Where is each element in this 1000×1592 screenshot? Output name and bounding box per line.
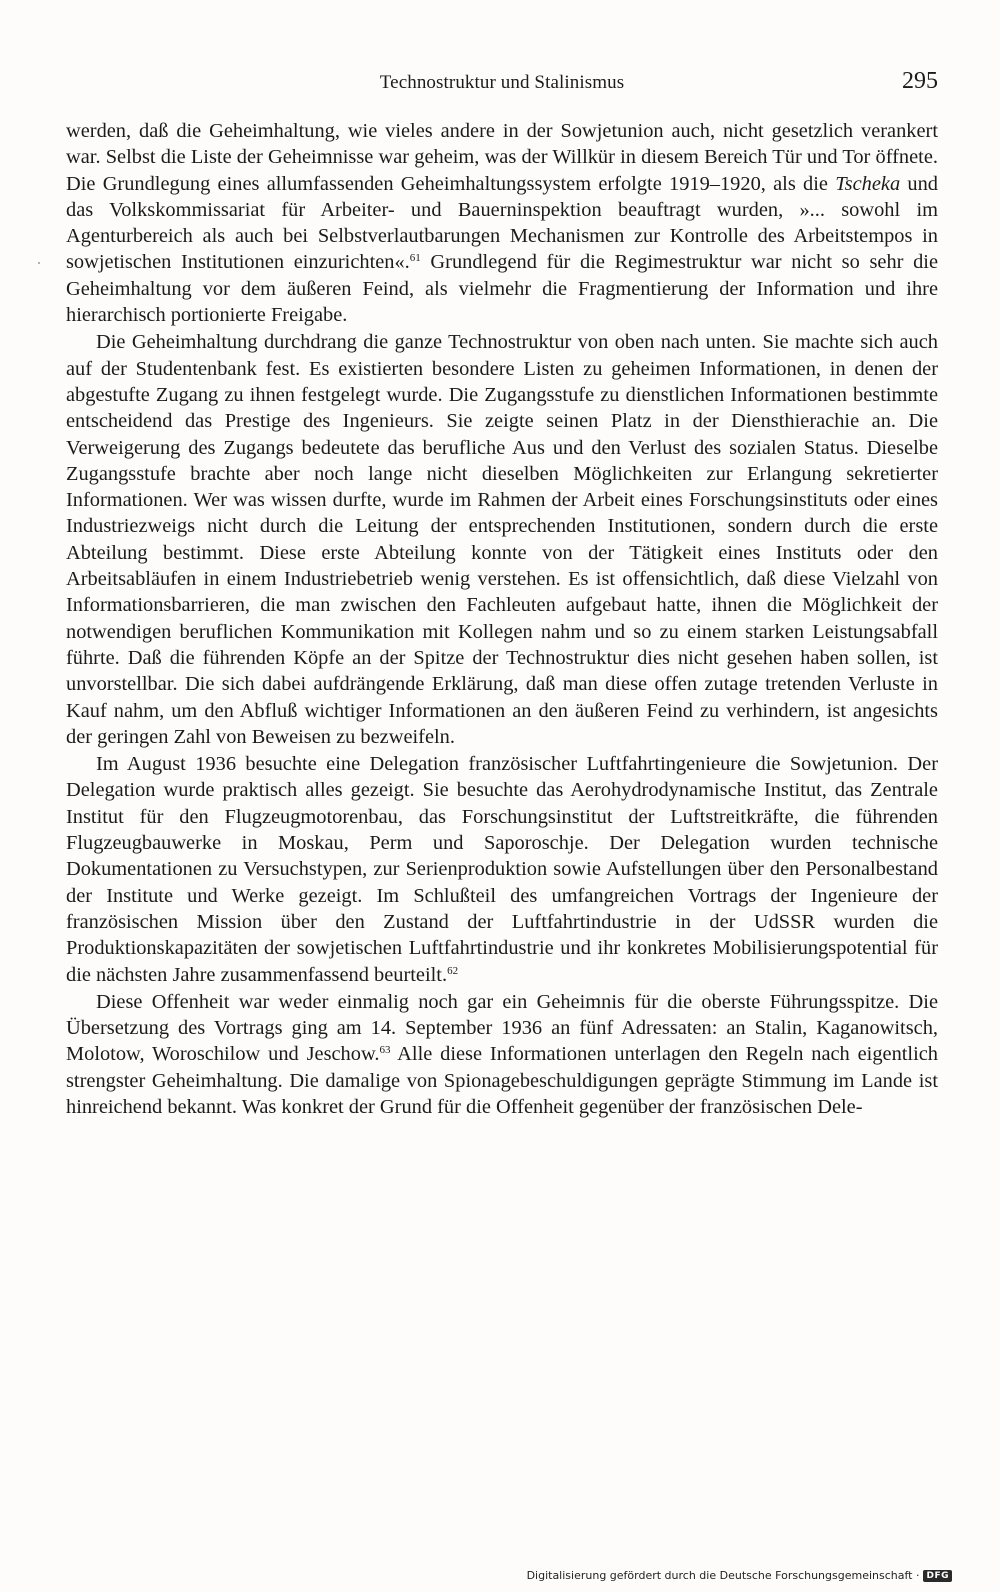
text-run: Grundlegend für die Regimestruktur war nicht so sehr die Geheimhaltung vor dem äußeren Feind, als vielmehr die Fragmentierung der Information und ihre hierarchisch portionierte Freigabe. — [66, 251, 938, 327]
digitization-credit — [527, 1569, 952, 1582]
paragraph-2 — [66, 329, 938, 750]
text-run: Im August 1936 besuchte eine Delegation französischer Luftfahrtingenieure die Sowjetunion. Der Delegation wurde praktisch alles gezeigt. Sie besuchte das Aerohydrodynamische Institut, das Zentrale Institut für den Flugzeugmotorenbau, das Forschungsinstitut der Luftstreitkräfte, die führenden Flugzeugbauwerke in Moskau, Perm und Saporoschje. Der Delegation wurden technische Dokumentationen zu Versuchstypen, zur Serienproduktion sowie Aufstellungen über den Personalbestand der Institute und Werke gezeigt. Im Schlußteil des umfangreichen Vortrags der Ingenieure der französischen Mission über den Zustand der Luftfahrtindustrie in der UdSSR wurden die Produktionskapazitäten der sowjetischen Luftfahrtindustrie und ihr konkretes Mobilisierungspotential für die nächsten Jahre zusammenfassend beurteilt. — [66, 753, 938, 986]
footnote-ref: 61 — [409, 252, 421, 265]
running-head — [66, 68, 938, 98]
running-title: Technostruktur und Stalinismus — [379, 72, 625, 93]
paragraph-1 — [66, 118, 938, 328]
dfg-logo: DFG — [923, 1570, 952, 1582]
page-number: 295 — [902, 68, 938, 94]
text-run: Die Geheimhaltung durchdrang die ganze Technostruktur von oben nach unten. Sie machte sich auch auf der Studentenbank fest. Es existierten besondere Listen zu geheimen Informationen, in denen der abgestufte Zugang zu ihnen festgelegt wurde. Die Zugangsstufe zu dienstlichen Informationen bestimmte entscheidend das Prestige des Ingenieurs. Sie zeigte seinen Platz in der Diensthierachie an. Die Verweigerung des Zugangs bedeutete das berufliche Aus und den Verlust des sozialen Status. Dieselbe Zugangsstufe brachte aber noch lange nicht dieselben Möglichkeiten zur Erlangung sekretierter Informationen. Wer was wissen durfte, wurde im Rahmen der Arbeit eines Forschungsinstituts oder eines Industriezweigs nicht durch die Leitung der entsprechenden Institutionen, sondern durch die erste Abteilung bestimmt. Diese erste Abteilung konnte von der Tätigkeit eines Instituts oder den Arbeitsabläufen in einem Industriebetrieb wenig verstehen. Es ist offensichtlich, daß diese Vielzahl von Informationsbarrieren, die man zwischen den Fachleuten aufgebaut hatte, ihnen die Möglichkeit der notwendigen beruflichen Kommunikation mit Kollegen nahm und so zu einem starken Leistungsabfall führte. Daß die führenden Köpfe an der Spitze der Technostruktur dies nicht gesehen haben sollen, ist unvorstellbar. Die sich dabei aufdrängende Erklärung, daß man diese offen zutage tretenden Verluste in Kauf nahm, um den Abfluß wichtiger Informationen an den äußeren Feind zu verhindern, ist angesichts der geringen Zahl von Beweisen zu bezweifeln. — [66, 331, 938, 748]
margin-speck — [38, 262, 40, 264]
italic-term: Tscheka — [835, 172, 901, 195]
body-text — [66, 118, 938, 1120]
text-run: und das Volkskommissariat für Arbeiter- und Bauerninspektion beauftragt wurden, »... sowohl im Agenturbereich als auch bei Selbstverlautbarungen Mechanismen zur Kontrolle des Arbeitstempos in sowjetischen Institutionen einzurichten«. — [66, 172, 938, 274]
text-run: Diese Offenheit war weder einmalig noch gar ein Geheimnis für die oberste Führungsspitze. Die Übersetzung des Vortrags ging am 14. September 1936 an fünf Adressaten: an Stalin, Kaganowitsch, Molotow, Woroschilow und Jeschow. — [66, 990, 938, 1066]
footnote-ref: 63 — [379, 1044, 391, 1057]
text-run: Alle diese Informationen unterlagen den Regeln nach eigentlich strengster Geheimhaltung. Die damalige von Spionagebeschuldigungen geprägte Stimmung im Lande ist hinreichend bekannt. Was konkret der Grund für die Offenheit gegenüber der französischen Dele- — [66, 1043, 938, 1118]
footnote-ref: 62 — [447, 964, 459, 977]
paragraph-4 — [66, 989, 938, 1120]
credit-text: Digitalisierung gefördert durch die Deutsche Forschungsgemeinschaft · — [526, 1569, 920, 1582]
paragraph-3 — [66, 751, 938, 988]
text-run: werden, daß die Geheimhaltung, wie vieles andere in der Sowjetunion auch, nicht gesetzlich verankert war. Selbst die Liste der Geheimnisse war geheim, was der Willkür in diesem Bereich Tür und Tor öffnete. Die Grundlegung eines allumfassenden Geheimhaltungssystem erfolgte 1919–1920, als die — [66, 120, 938, 195]
